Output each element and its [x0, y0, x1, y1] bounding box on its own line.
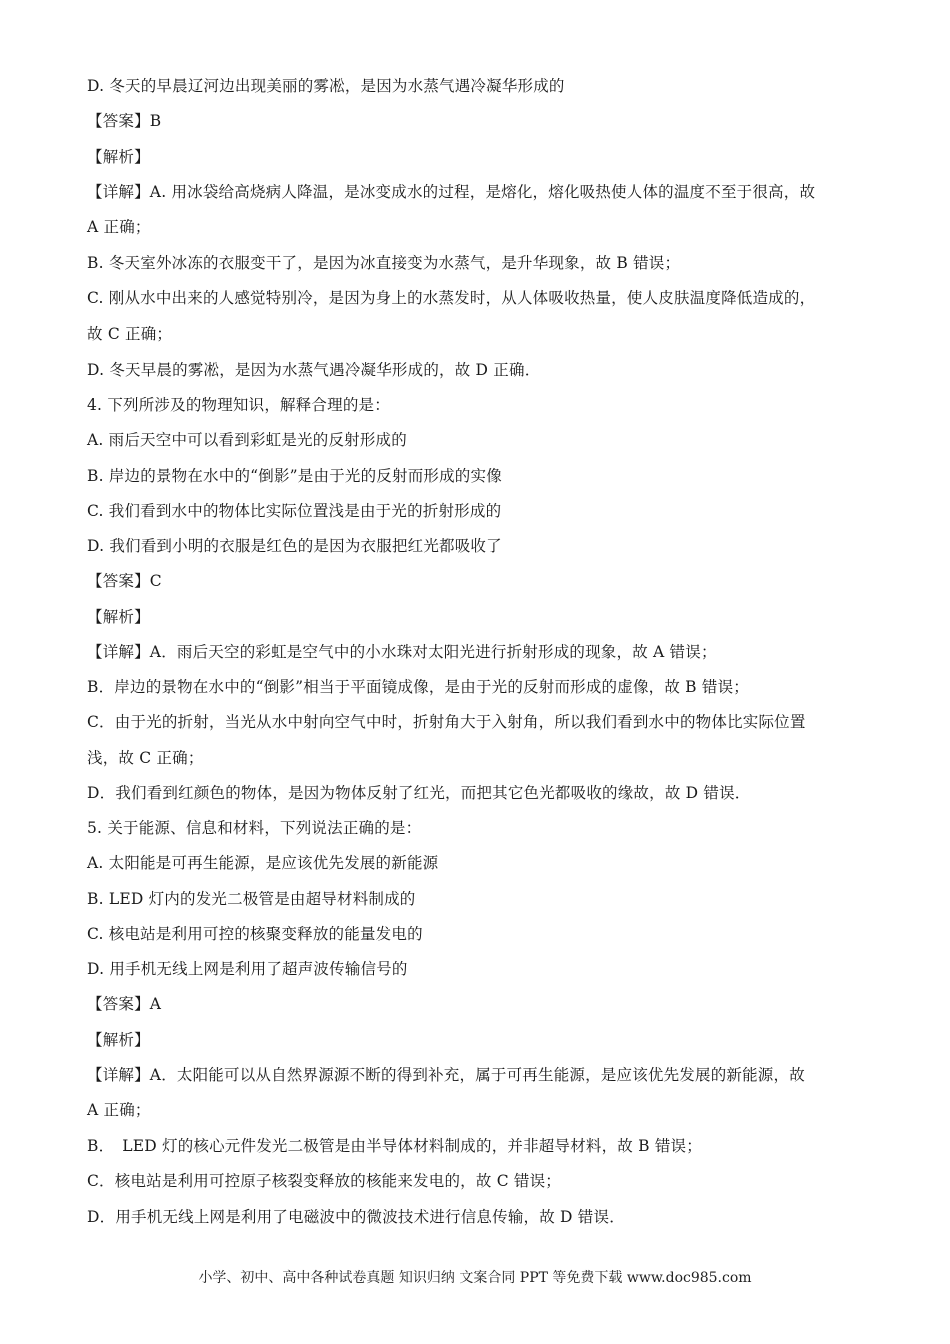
detail-q4-c: C．由于光的折射，当光从水中射向空气中时，折射角大于入射角，所以我们看到水中的物体比实际位置 [87, 713, 806, 731]
option-d-q5: D. 用手机无线上网是利用了超声波传输信号的 [87, 960, 408, 978]
detail-q3-c: C. 刚从水中出来的人感觉特别冷，是因为身上的水蒸发时，从人体吸收热量，使人皮肤温度降低造成的， [87, 289, 816, 307]
option-d-q4: D. 我们看到小明的衣服是红色的是因为衣服把红光都吸收了 [87, 537, 502, 555]
detail-q5-b: B． LED 灯的核心元件发光二极管是由半导体材料制成的，并非超导材料，故 B 错误； [87, 1137, 702, 1155]
detail-q3-c-cont: 故 C 正确； [87, 325, 173, 343]
detail-q4-b: B．岸边的景物在水中的“倒影”相当于平面镜成像，是由于光的反射而形成的虚像，故 B 错误； [87, 678, 749, 696]
option-b-q5: B. LED 灯内的发光二极管是由超导材料制成的 [87, 890, 416, 908]
option-b-q4: B. 岸边的景物在水中的“倒影”是由于光的反射而形成的实像 [87, 467, 502, 485]
question-5: 5. 关于能源、信息和材料，下列说法正确的是： [87, 819, 422, 837]
detail-q3-d: D. 冬天早晨的雾凇，是因为水蒸气遇冷凝华形成的，故 D 正确． [87, 361, 541, 379]
detail-q3-a: 【详解】A. 用冰袋给高烧病人降温，是冰变成水的过程，是熔化，熔化吸热使人体的温度不至于很高，故 [87, 183, 816, 201]
detail-q3-a-cont: A 正确； [87, 218, 151, 236]
analysis-heading-q5: 【解析】 [87, 1031, 150, 1049]
detail-q5-a-cont: A 正确； [87, 1101, 151, 1119]
detail-q4-c-cont: 浅，故 C 正确； [87, 749, 204, 767]
detail-q5-c: C．核电站是利用可控原子核裂变释放的核能来发电的，故 C 错误； [87, 1172, 561, 1190]
answer-q5: 【答案】A [87, 995, 162, 1013]
answer-q4: 【答案】C [87, 572, 162, 590]
detail-q5-a: 【详解】A．太阳能可以从自然界源源不断的得到补充，属于可再生能源，是应该优先发展的新能源，故 [87, 1066, 805, 1084]
option-c-q5: C. 核电站是利用可控的核聚变释放的能量发电的 [87, 925, 423, 943]
detail-q4-a: 【详解】A．雨后天空的彩虹是空气中的小水珠对太阳光进行折射形成的现象，故 A 错误； [87, 643, 717, 661]
answer-q3: 【答案】B [87, 112, 162, 130]
analysis-heading-q3: 【解析】 [87, 148, 150, 166]
option-a-q5: A. 太阳能是可再生能源，是应该优先发展的新能源 [87, 854, 439, 872]
question-4: 4. 下列所涉及的物理知识，解释合理的是： [87, 396, 390, 414]
option-a-q4: A. 雨后天空中可以看到彩虹是光的反射形成的 [87, 431, 407, 449]
page-footer: 小学、初中、高中各种试卷真题 知识归纳 文案合同 PPT 等免费下载 www.doc985.com [198, 1270, 752, 1286]
option-c-q4: C. 我们看到水中的物体比实际位置浅是由于光的折射形成的 [87, 502, 502, 520]
detail-q5-d: D．用手机无线上网是利用了电磁波中的微波技术进行信息传输，故 D 错误． [87, 1208, 625, 1226]
option-d-q3: D. 冬天的早晨辽河边出现美丽的雾凇，是因为水蒸气遇冷凝华形成的 [87, 77, 565, 95]
detail-q3-b: B. 冬天室外冰冻的衣服变干了，是因为冰直接变为水蒸气，是升华现象，故 B 错误； [87, 254, 681, 272]
analysis-heading-q4: 【解析】 [87, 608, 150, 626]
detail-q4-d: D．我们看到红颜色的物体，是因为物体反射了红光，而把其它色光都吸收的缘故，故 D 错误． [87, 784, 751, 802]
